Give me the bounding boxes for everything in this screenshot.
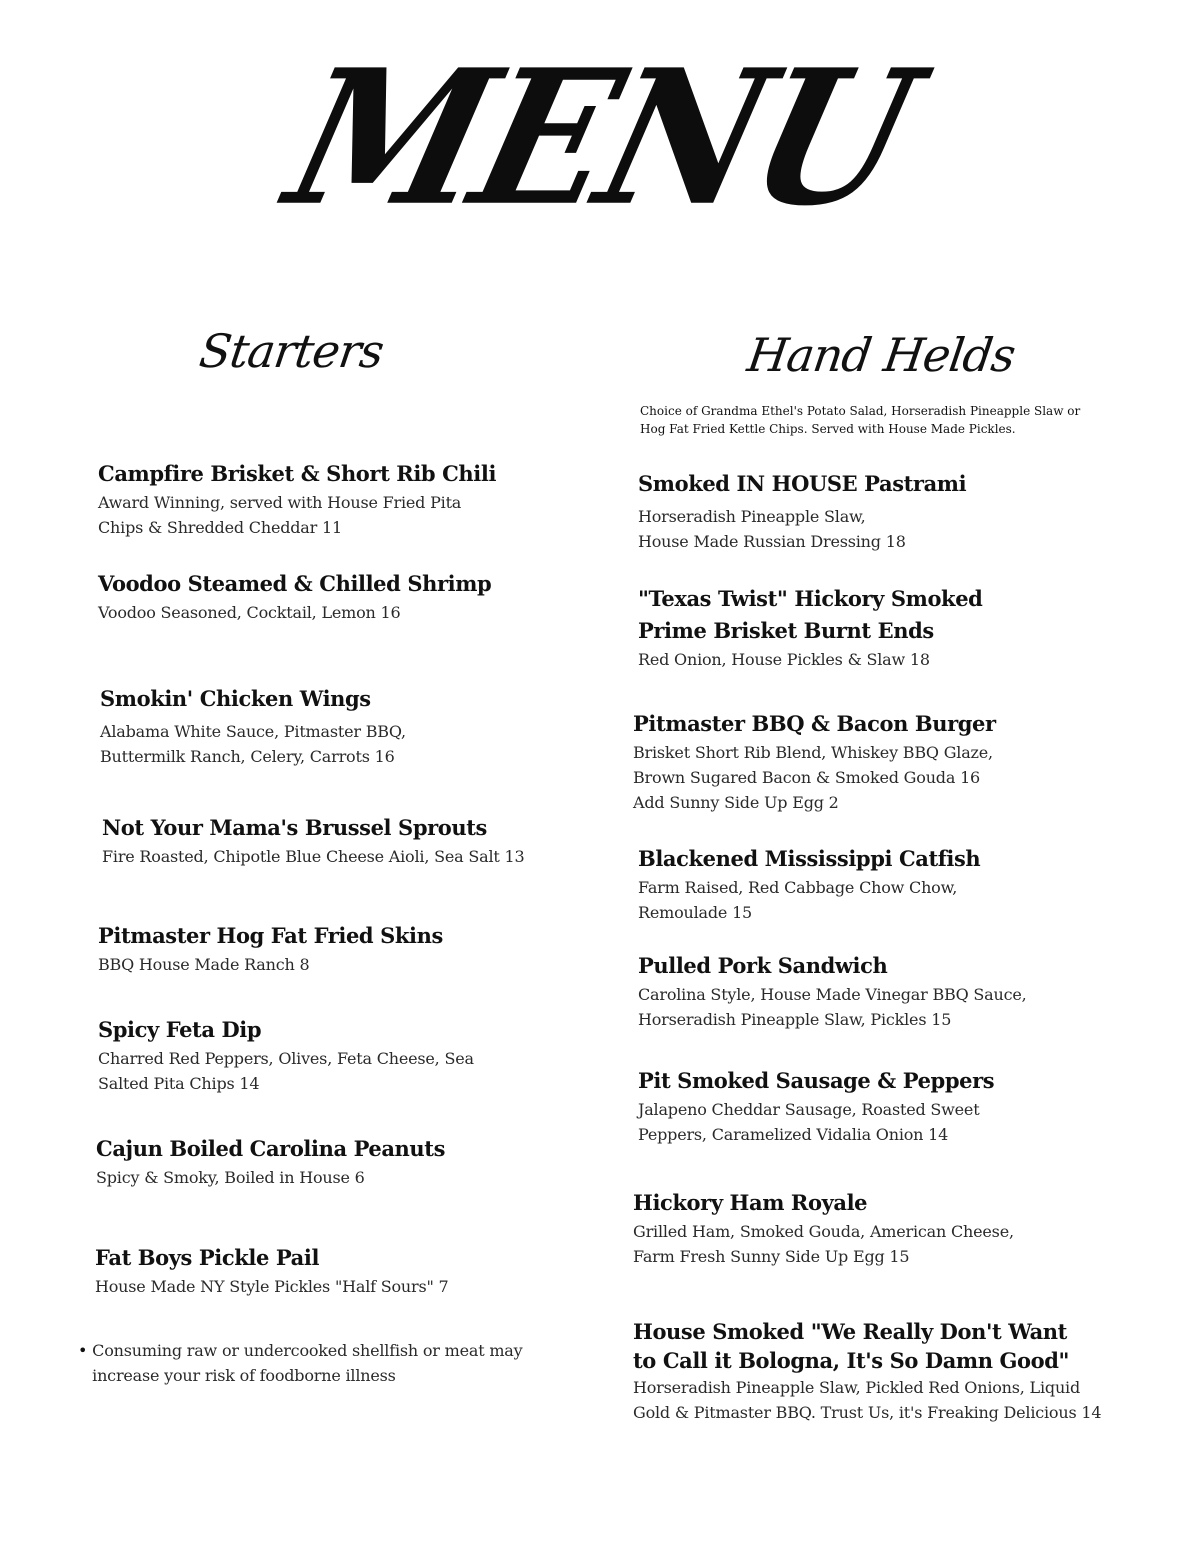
item-name: Pitmaster Hog Fat Fried Skins [98,923,443,948]
starter-item [95,1242,449,1299]
item-description: Carolina Style, House Made Vinegar BBQ Sauce, Horseradish Pineapple Slaw, Pickles 15 [638,985,1027,1029]
item-description: Farm Raised, Red Cabbage Chow Chow, Remoulade 15 [638,878,958,922]
hand-held-item [638,843,980,925]
item-description: Charred Red Peppers, Olives, Feta Cheese, Sea Salted Pita Chips 14 [98,1049,474,1093]
item-name: Not Your Mama's Brussel Sprouts [102,815,487,840]
item-description: Horseradish Pineapple Slaw, Pickled Red Onions, Liquid Gold & Pitmaster BBQ. Trust Us, it's Freaking Delicious 14 [633,1378,1102,1422]
starter-item [98,458,496,540]
hand-held-item [638,583,982,672]
item-name: Pit Smoked Sausage & Peppers [638,1068,995,1093]
item-name: Cajun Boiled Carolina Peanuts [96,1136,446,1161]
item-description: Voodoo Seasoned, Cocktail, Lemon 16 [98,603,401,622]
item-description: House Made NY Style Pickles "Half Sours" 7 [95,1277,449,1296]
hand-helds-sides-note: Choice of Grandma Ethel's Potato Salad, Horseradish Pineapple Slaw or Hog Fat Fried Kettle Chips. Served with House Made Pickles. [640,404,1081,436]
item-name: Voodoo Steamed & Chilled Shrimp [98,571,492,596]
item-name: Fat Boys Pickle Pail [95,1245,320,1270]
item-name: Spicy Feta Dip [98,1017,262,1042]
item-description: Fire Roasted, Chipotle Blue Cheese Aioli, Sea Salt 13 [102,847,525,866]
hand-helds-heading: Hand Helds [744,328,1019,382]
item-name: Pulled Pork Sandwich [638,953,888,978]
starter-item [96,1133,445,1190]
starters-heading: Starters [196,324,387,378]
starter-item [98,920,443,977]
item-name: Blackened Mississippi Catfish [638,846,981,871]
hand-held-item [633,1187,1014,1269]
starter-item [102,812,524,869]
item-description: Red Onion, House Pickles & Slaw 18 [638,650,930,669]
starter-item [100,683,406,769]
hand-held-item [633,708,996,815]
item-description: Horseradish Pineapple Slaw, House Made Russian Dressing 18 [638,507,906,551]
bullet-icon: • [78,1341,88,1360]
item-description: Jalapeno Cheddar Sausage, Roasted Sweet Peppers, Caramelized Vidalia Onion 14 [638,1100,980,1144]
item-name: House Smoked "We Really Don't Want to Call it Bologna, It's So Damn Good" [633,1319,1070,1373]
item-description: Brisket Short Rib Blend, Whiskey BBQ Glaze, Brown Sugared Bacon & Smoked Gouda 16 Add Sunny Side Up Egg 2 [633,743,993,812]
item-description: BBQ House Made Ranch 8 [98,955,310,974]
hand-held-item [638,468,966,554]
notice-text: Consuming raw or undercooked shellfish or meat may increase your risk of foodborne illness [92,1341,523,1385]
item-description: Spicy & Smoky, Boiled in House 6 [96,1168,365,1187]
item-description: Alabama White Sauce, Pitmaster BBQ, Buttermilk Ranch, Celery, Carrots 16 [100,722,406,766]
hand-held-item [633,1317,1101,1425]
item-description: Grilled Ham, Smoked Gouda, American Cheese, Farm Fresh Sunny Side Up Egg 15 [633,1222,1014,1266]
item-description: Award Winning, served with House Fried Pita Chips & Shredded Cheddar 11 [98,493,462,537]
hand-held-item [638,950,1027,1032]
item-name: Hickory Ham Royale [633,1190,868,1215]
starter-item [98,568,491,625]
raw-food-notice [78,1338,528,1388]
item-name: Smokin' Chicken Wings [100,686,371,711]
item-name: Pitmaster BBQ & Bacon Burger [633,711,996,736]
item-name: Smoked IN HOUSE Pastrami [638,471,967,496]
hand-held-item [638,1065,994,1147]
starter-item [98,1014,474,1096]
item-name: "Texas Twist" Hickory Smoked Prime Brisket Burnt Ends [638,586,983,643]
item-name: Campfire Brisket & Short Rib Chili [98,461,497,486]
menu-title: MENU [270,27,930,248]
